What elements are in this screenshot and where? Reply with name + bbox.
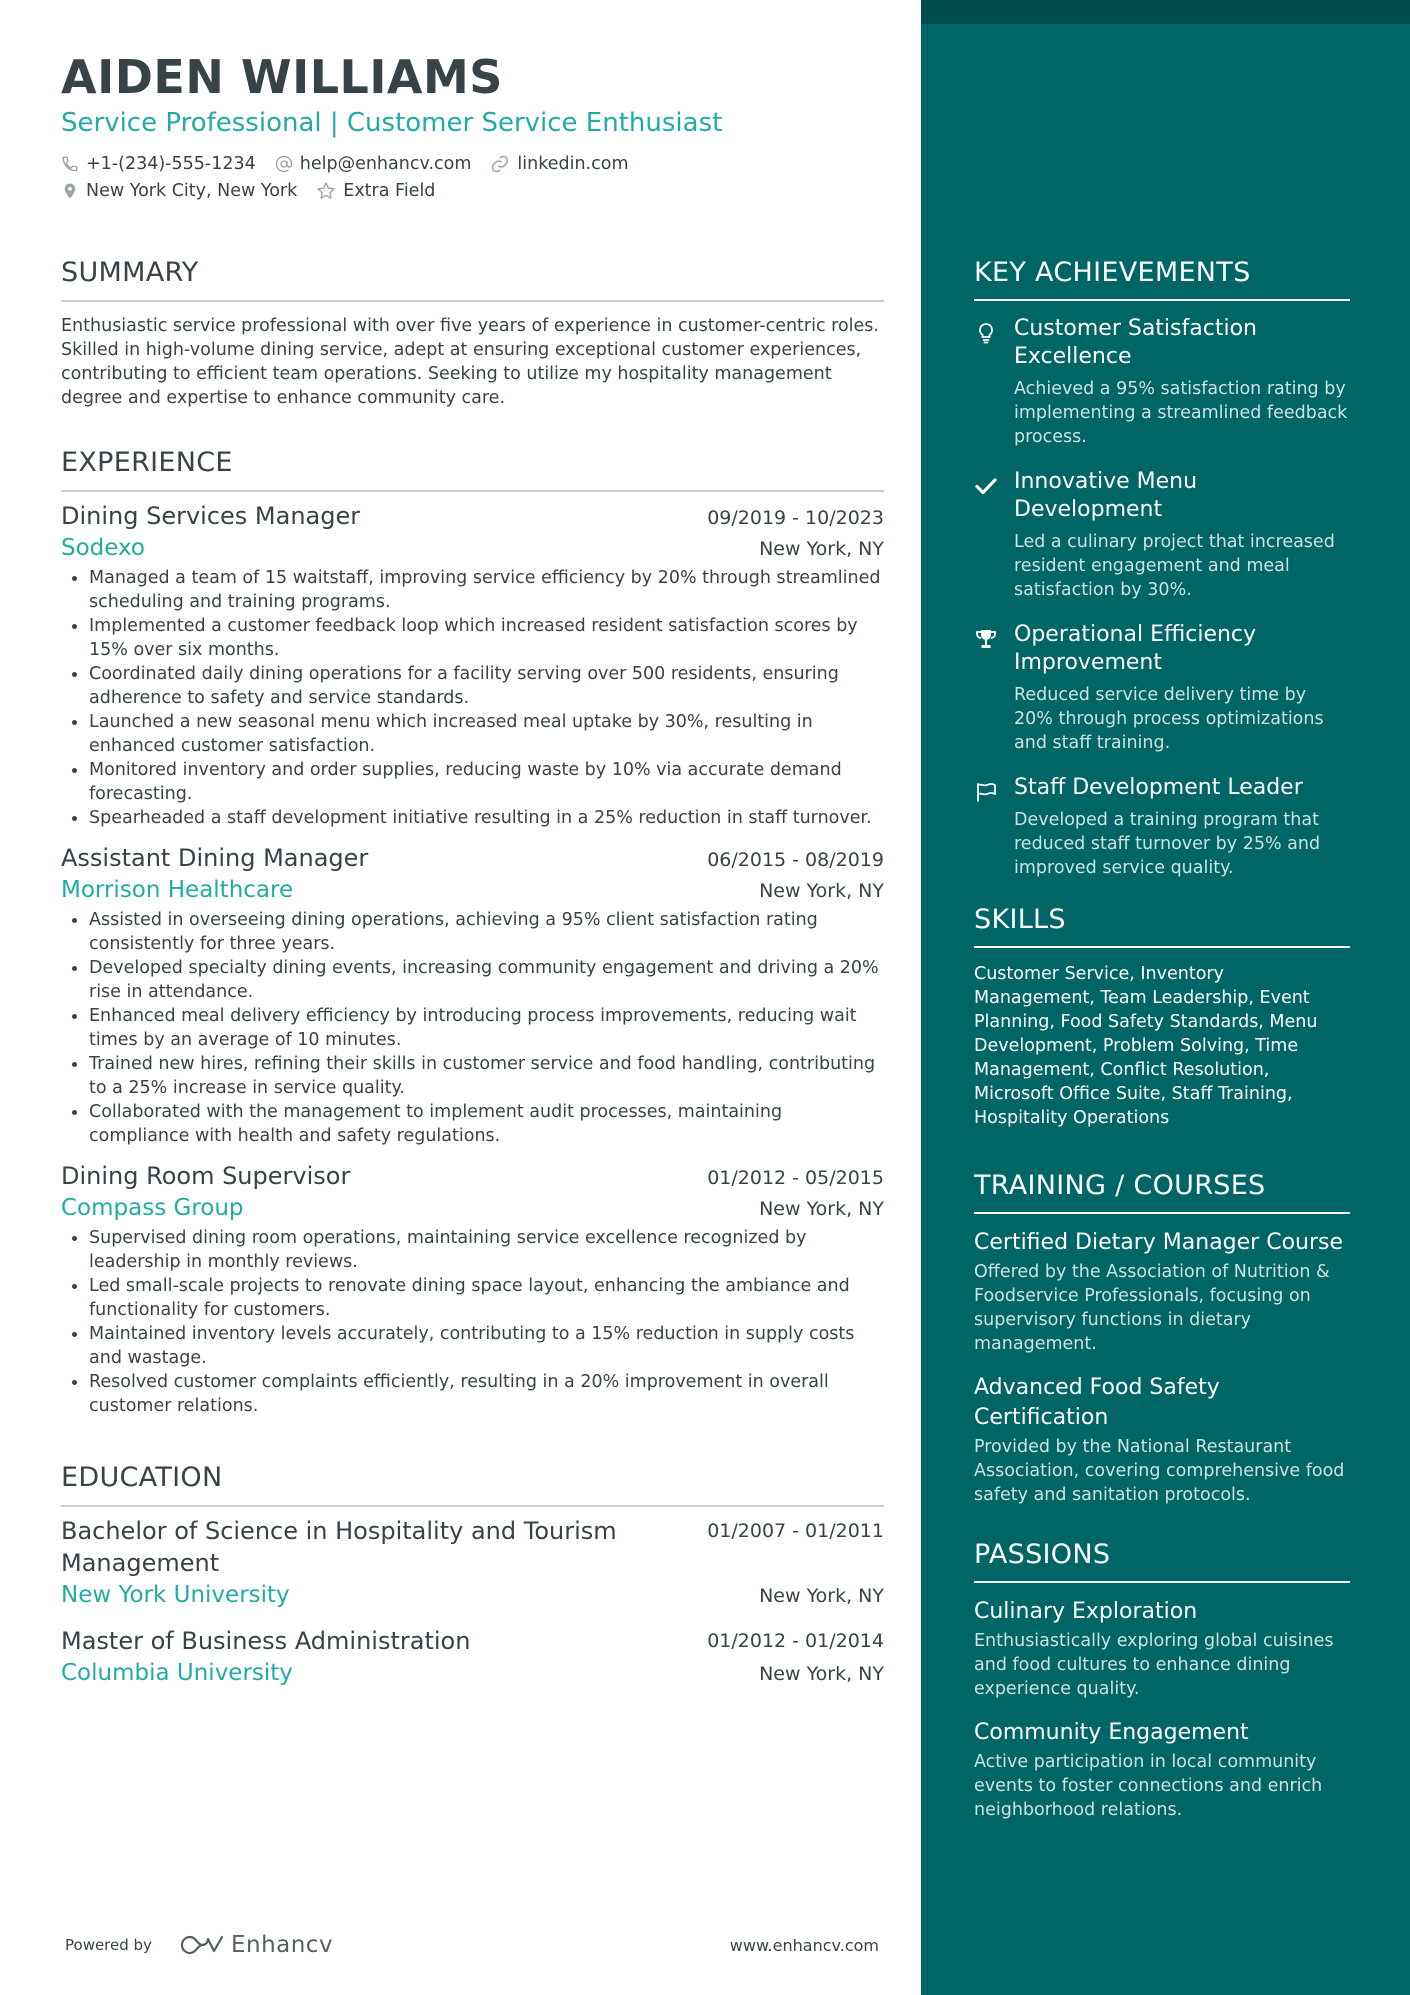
achievement-desc: Reduced service delivery time by 20% through process optimizations and staff training. — [1014, 685, 1324, 753]
job-entry — [61, 1160, 884, 1418]
contact-info — [61, 150, 884, 204]
contact-linkedin[interactable] — [490, 154, 628, 174]
achievement-desc: Developed a training program that reduced staff turnover by 25% and improved service quality. — [1014, 810, 1321, 878]
experience-section — [61, 445, 884, 1418]
achievement-item — [974, 468, 1350, 602]
school-name: New York University — [61, 1582, 290, 1608]
contact-row-1 — [61, 150, 884, 177]
bullet-item: Assisted in overseeing dining operations, achieving a 95% client satisfaction rating consistently for three years. — [61, 908, 884, 956]
summary-text: Enthusiastic service professional with over five years of experience in customer-centric roles. Skilled in high-volume dining service, adept at ensuring exceptional customer experiences, contributing to efficient team operations. Seeking to utilize my hospitality management degree and expertise to enhance community care. — [61, 316, 879, 408]
bullet-item: Maintained inventory levels accurately, contributing to a 15% reduction in supply costs and wastage. — [61, 1322, 884, 1370]
education-section — [61, 1460, 884, 1689]
passion-title: Community Engagement — [974, 1720, 1249, 1745]
job-entry — [61, 500, 884, 830]
skills-list: Customer Service, Inventory Management, Team Leadership, Event Planning, Food Safety Standards, Menu Development, Problem Solving, Time Management, Conflict Resolution, Microsoft Office Suite, Staff Training, Hospitality Operations — [974, 964, 1318, 1128]
powered-by — [65, 1932, 333, 1958]
achievement-item — [974, 774, 1350, 880]
achievement-desc: Achieved a 95% satisfaction rating by implementing a streamlined feedback process. — [1014, 379, 1348, 447]
job-company: Sodexo — [61, 535, 145, 561]
course-title: Advanced Food Safety Certification — [974, 1375, 1220, 1430]
job-dates: 01/2012 - 05/2015 — [707, 1167, 884, 1189]
job-title: Dining Services Manager — [61, 502, 361, 530]
summary-section — [61, 255, 884, 410]
bullet-item: Launched a new seasonal menu which increased meal uptake by 30%, resulting in enhanced customer satisfaction. — [61, 710, 884, 758]
footer — [65, 1928, 879, 1962]
job-location: New York, NY — [759, 538, 884, 560]
achievement-title: Operational Efficiency Improvement — [1014, 622, 1257, 675]
achievement-title: Innovative Menu Development — [1014, 469, 1198, 522]
bullet-item: Implemented a customer feedback loop which increased resident satisfaction scores by 15% over six months. — [61, 614, 884, 662]
passions-heading: PASSIONS — [974, 1537, 1350, 1583]
bullet-item: Managed a team of 15 waitstaff, improving service efficiency by 20% through streamlined scheduling and training programs. — [61, 566, 884, 614]
job-title: Dining Room Supervisor — [61, 1162, 351, 1190]
job-location: New York, NY — [759, 880, 884, 902]
job-bullets — [61, 566, 884, 830]
contact-email[interactable] — [275, 154, 472, 174]
bullet-item: Collaborated with the management to implement audit processes, maintaining compliance with health and safety regulations. — [61, 1100, 884, 1148]
course-item — [974, 1228, 1350, 1356]
bullet-item: Spearheaded a staff development initiative resulting in a 25% reduction in staff turnover. — [61, 806, 884, 830]
achievements-section — [974, 255, 1350, 880]
phone-icon — [61, 155, 79, 173]
bullet-item: Monitored inventory and order supplies, reducing waste by 10% via accurate demand forecasting. — [61, 758, 884, 806]
website-link[interactable]: www.enhancv.com — [729, 1935, 879, 1955]
link-icon — [490, 154, 510, 174]
job-dates: 06/2015 - 08/2019 — [707, 849, 884, 871]
education-dates: 01/2012 - 01/2014 — [707, 1630, 884, 1652]
at-icon — [275, 155, 293, 173]
trophy-icon — [974, 627, 998, 651]
candidate-tagline: Service Professional | Customer Service Enthusiast — [61, 108, 723, 138]
bullet-item: Trained new hires, refining their skills in customer service and food handling, contributing to a 25% increase in service quality. — [61, 1052, 884, 1100]
enhancv-logo[interactable] — [179, 1932, 333, 1958]
education-heading: EDUCATION — [61, 1460, 884, 1507]
skills-section — [974, 902, 1350, 1130]
job-company: Morrison Healthcare — [61, 877, 294, 903]
job-bullets — [61, 908, 884, 1148]
passion-desc: Enthusiastically exploring global cuisines and food cultures to enhance dining experience quality. — [974, 1631, 1334, 1699]
summary-heading: SUMMARY — [61, 255, 884, 302]
course-item — [974, 1373, 1350, 1507]
powered-by-label: Powered by — [65, 1936, 152, 1954]
contact-phone[interactable] — [61, 154, 256, 174]
achievements-heading: KEY ACHIEVEMENTS — [974, 255, 1350, 301]
course-desc: Provided by the National Restaurant Association, covering comprehensive food safety and sanitation protocols. — [974, 1437, 1345, 1505]
location-pin-icon — [61, 181, 79, 201]
course-desc: Offered by the Association of Nutrition & Foodservice Professionals, focusing on supervisory functions in dietary management. — [974, 1262, 1330, 1354]
education-entry — [61, 1515, 884, 1611]
contact-extra — [316, 181, 435, 201]
lightbulb-icon — [974, 321, 998, 345]
achievement-item — [974, 315, 1350, 449]
passion-item — [974, 1597, 1350, 1701]
passion-item — [974, 1718, 1350, 1822]
star-icon — [316, 181, 336, 201]
education-location: New York, NY — [759, 1663, 884, 1685]
contact-location — [61, 181, 297, 201]
job-bullets — [61, 1226, 884, 1418]
education-location: New York, NY — [759, 1585, 884, 1607]
bullet-item: Coordinated daily dining operations for a facility serving over 500 residents, ensuring adherence to safety and service standards. — [61, 662, 884, 710]
bullet-item: Led small-scale projects to renovate dining space layout, enhancing the ambiance and functionality for customers. — [61, 1274, 884, 1322]
contact-row-2 — [61, 177, 884, 204]
enhancv-logo-icon — [179, 1933, 225, 1957]
flag-icon — [974, 780, 998, 804]
achievement-title: Customer Satisfaction Excellence — [1014, 316, 1257, 369]
training-section — [974, 1168, 1350, 1507]
bullet-item: Resolved customer complaints efficiently, resulting in a 20% improvement in overall customer relations. — [61, 1370, 884, 1418]
brand-name: Enhancv — [230, 1932, 334, 1958]
phone-text: +1-(234)-555-1234 — [86, 153, 256, 174]
job-company: Compass Group — [61, 1195, 244, 1221]
email-text: help@enhancv.com — [299, 153, 472, 174]
job-dates: 09/2019 - 10/2023 — [707, 507, 884, 529]
sidebar-content — [974, 255, 1350, 1839]
degree-title: Master of Business Administration — [61, 1627, 471, 1655]
training-heading: TRAINING / COURSES — [974, 1168, 1350, 1214]
location-text: New York City, New York — [86, 180, 298, 201]
bullet-item: Enhanced meal delivery efficiency by introducing process improvements, reducing wait times by an average of 10 minutes. — [61, 1004, 884, 1052]
education-entry — [61, 1625, 884, 1689]
job-title: Assistant Dining Manager — [61, 844, 369, 872]
job-location: New York, NY — [759, 1198, 884, 1220]
sidebar-top-band — [921, 0, 1410, 24]
school-name: Columbia University — [61, 1660, 293, 1686]
main-column — [61, 48, 884, 1703]
achievement-desc: Led a culinary project that increased resident engagement and meal satisfaction by 30%. — [1014, 532, 1335, 600]
passion-title: Culinary Exploration — [974, 1599, 1198, 1624]
bullet-item: Supervised dining room operations, maintaining service excellence recognized by leadership in monthly reviews. — [61, 1226, 884, 1274]
passions-section — [974, 1537, 1350, 1822]
checkmark-icon — [974, 474, 998, 498]
degree-title: Bachelor of Science in Hospitality and Tourism Management — [61, 1517, 617, 1577]
achievement-item — [974, 621, 1350, 755]
education-dates: 01/2007 - 01/2011 — [707, 1520, 884, 1542]
experience-heading: EXPERIENCE — [61, 445, 884, 492]
job-entry — [61, 842, 884, 1148]
passion-desc: Active participation in local community events to foster connections and enrich neighborhood relations. — [974, 1752, 1323, 1820]
course-title: Certified Dietary Manager Course — [974, 1230, 1344, 1255]
achievement-title: Staff Development Leader — [1014, 775, 1303, 800]
skills-heading: SKILLS — [974, 902, 1350, 948]
candidate-name: AIDEN WILLIAMS — [61, 50, 503, 104]
extra-field-text: Extra Field — [343, 180, 436, 201]
linkedin-text: linkedin.com — [517, 153, 629, 174]
bullet-item: Developed specialty dining events, increasing community engagement and driving a 20% rise in attendance. — [61, 956, 884, 1004]
sidebar — [921, 0, 1410, 1995]
